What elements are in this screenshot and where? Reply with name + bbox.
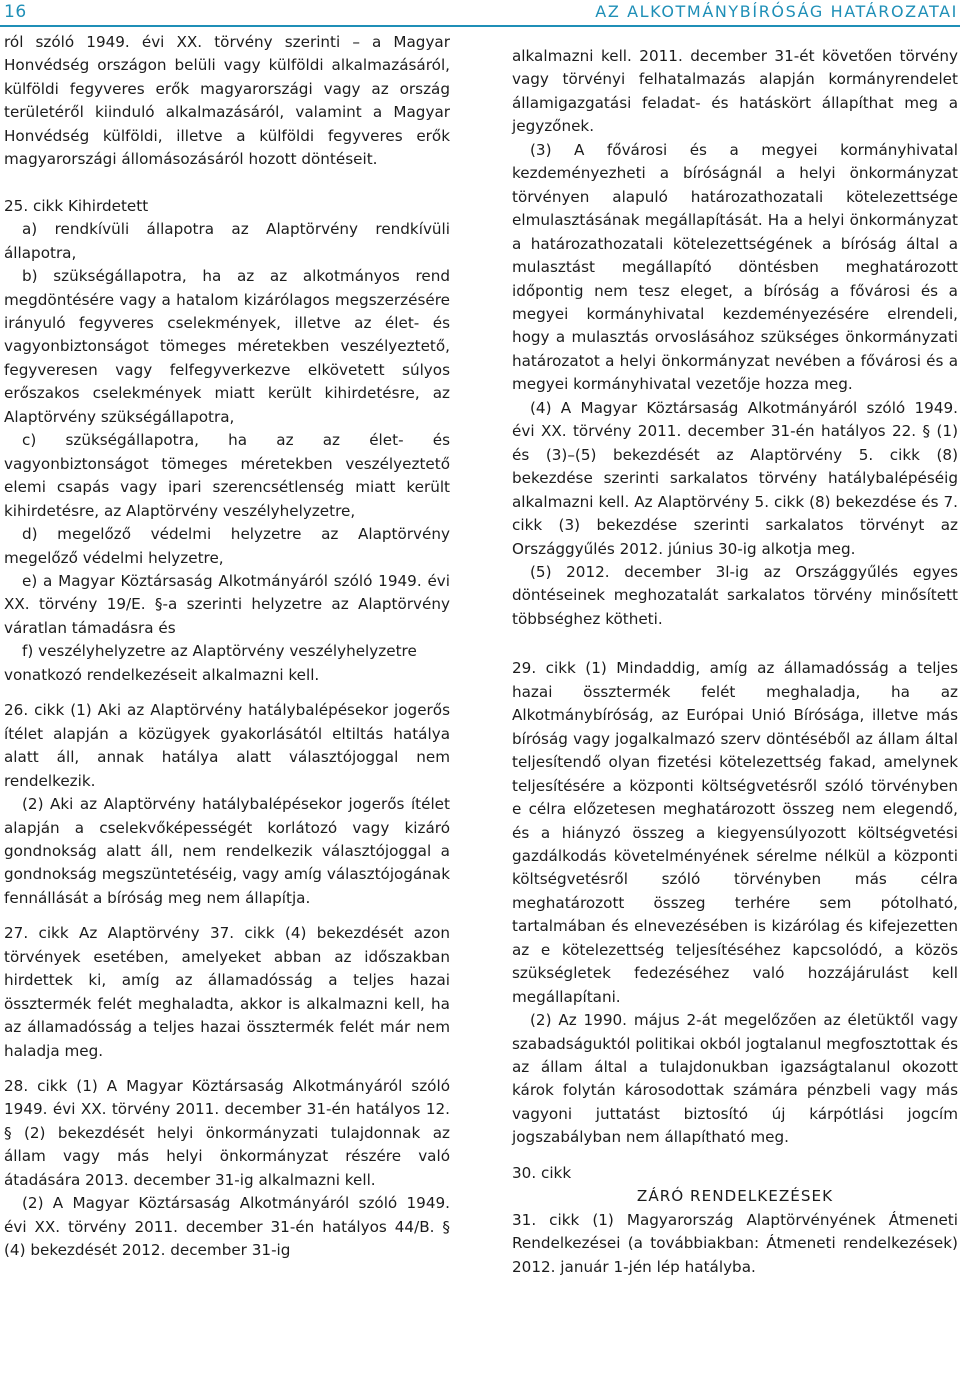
page-number: 16 [4,2,27,22]
paragraph: (2) Aki az Alaptörvény hatálybalépésekor jogerős ítélet alapján a cselekvőképességét korlátozó vagy kizáró gondnokság alatt áll, nem rendelkezik választójoggal a gondnokság megszüntetéséig, vagy amíg választójogának fennállását a bíróság meg nem állapítja. [4,795,450,907]
paragraph: f) veszélyhelyzetre az Alaptörvény veszélyhelyzetre [22,642,417,661]
paragraph: 31. cikk (1) Magyarország Alaptörvényének Átmeneti Rendelkezései (a továbbiakban: Átmeneti rendelkezések) 2012. január 1-jén lép hatályba. [512,1210,958,1276]
paragraph: (3) A fővárosi és a megyei kormányhivatal kezdeményezheti a bíróságnál a helyi önkormányzat törvényen alapuló határozathozatali kötelezettsége elmulasztásának megállapítását. Ha a helyi önkormányzat a határozathozatali kötelezettségének a bíróság által a mulasztást megállapító döntésben meghatározott időpontig nem tesz eleget, a bíróság a fővárosi és a megyei kormányhivatal kezdeményezésére elrendeli, hogy a mulasztás orvoslásához szükséges önkormányzati határozatot a helyi önkormányzat nevében a fővárosi és a megyei kormányhivatal vezetője hozza meg. [512,140,958,394]
paragraph: (2) A Magyar Köztársaság Alkotmányáról szóló 1949. évi XX. törvény 2011. december 31-én hatályos 44/B. § (4) bekezdését 2012. december 31-ig [4,1194,450,1260]
paragraph: e) a Magyar Köztársaság Alkotmányáról szóló 1949. évi XX. törvény 19/E. §-a szerinti helyzetre az Alaptörvény váratlan támadásra és [4,571,450,637]
article-25-heading: 25. cikk Kihirdetett [4,196,149,215]
paragraph: (4) A Magyar Köztársaság Alkotmányáról szóló 1949. évi XX. törvény 2011. december 31-én hatályos 22. § (1) és (3)–(5) bekezdését az Alaptörvény 5. cikk (8) bekezdése szerinti sarkalatos törvény hatálybalépéséig alkalmazni kell. Az Alaptörvény 5. cikk (8) bekezdése és 7. cikk (3) bekezdése szerinti sarkalatos törvényt az Országgyűlés 2012. június 30-ig alkotja meg. [512,398,958,558]
page-header [0,0,960,26]
article-30-heading: 30. cikk [512,1163,572,1182]
paragraph: ról szóló 1949. évi XX. törvény szerinti – a Magyar Honvédség országon belüli vagy külföldi alkalmazásáról, külföldi fegyveres erők magyarországi vagy az ország területéről kiinduló alkalmazásáról, valamint a Magyar Honvédség külföldi, illetve a külföldi fegyveres erők magyarországi állomásozásáról hozott döntéseit. [4,33,450,169]
running-title: AZ ALKOTMÁNYBÍRÓSÁG HATÁROZATAI [595,2,958,21]
paragraph: vonatkozó rendelkezéseit alkalmazni kell. [4,665,320,684]
left-column [4,31,450,1263]
paragraph: 29. cikk (1) Mindaddig, amíg az államadósság a teljes hazai össztermék felét meghaladja, ha az Alkotmánybíróság, az Európai Unió Bírósága, illetve más bíróság vagy jogalkalmazó szerv döntéséből az állam által teljesítendő olyan fizetési kötelezettség fakad, amelynek teljesítésére a központi költségvetésről szóló törvényben e célra előzetesen meghatározott összeg nem elegendő, és a hiányzó összeg a kiegyensúlyozott költségvetési gazdálkodás követelményének sérelme nélkül a központi költségvetésről szóló törvényben más célra meghatározott összeg terhére sem pótolható, tartalmában és elnevezésében is kizárólag és kifejezetten az e kötelezettség teljesítéséhez kapcsolódó, a közös szükségletek fedezéséhez való hozzájárulást kell megállapítani. [512,659,958,1006]
paragraph: 26. cikk (1) Aki az Alaptörvény hatálybalépésekor jogerős ítélet alapján a közügyek gyakorlásától eltiltás hatálya alatt áll, annak hatálya alatt választójoggal nem rendelkezik. [4,701,450,790]
paragraph: alkalmazni kell. 2011. december 31-ét követően törvény vagy törvényi felhatalmazás alapján kormányrendelet államigazgatási feladat- és hatáskört állapíthat meg a jegyzőnek. [512,47,958,136]
paragraph: d) megelőző védelmi helyzetre az Alaptörvény megelőző védelmi helyzetre, [4,525,450,567]
paragraph: (2) Az 1990. május 2-át megelőzően az életüktől vagy szabadságuktól politikai okból jogtalanul megfosztottak és az állam által a tulajdonukban igazságtalanul okozott károk folytán károsodottak számára pénzbeli vagy más vagyoni juttatást biztosító új kárpótlási jogcím jogszabályban nem állapítható meg. [512,1011,958,1147]
paragraph: a) rendkívüli állapotra az Alaptörvény rendkívüli állapotra, [4,220,450,262]
paragraph: c) szükségállapotra, ha az az élet- és vagyonbiztonságot tömeges méretekben veszélyeztető elemi csapás vagy ipari szerencsétlenség miatt került kihirdetésre, az Alaptörvény veszélyhelyzetre, [4,431,450,520]
paragraph: 27. cikk Az Alaptörvény 37. cikk (4) bekezdését azon törvények esetében, amelyeket abban az időszakban hirdettek ki, amíg az államadósság a teljes hazai össztermék felét meghaladta, akkor is alkalmazni kell, ha az államadósság a teljes hazai össztermék felét már nem haladja meg. [4,924,450,1060]
paragraph: b) szükségállapotra, ha az az alkotmányos rend megdöntésére vagy a hatalom kizárólagos megszerzésére irányuló fegyveres cselekmények, illetve az élet- és vagyonbiztonságot tömeges méretekben veszélyeztető, fegyveresen vagy felfegyverkezve elkövetett súlyos erőszakos cselekmények miatt került kihirdetésre, az Alaptörvény szükségállapotra, [4,267,450,426]
paragraph: 28. cikk (1) A Magyar Köztársaság Alkotmányáról szóló 1949. évi XX. törvény 2011. december 31-én hatályos 12. § (2) bekezdését helyi önkormányzati tulajdonnak az állam vagy más helyi önkormányzat részére való átadására 2013. december 31-ig alkalmazni kell. [4,1077,450,1189]
header-rule [0,25,960,27]
right-column [512,45,958,1279]
closing-provisions-title: ZÁRÓ RENDELKEZÉSEK [636,1187,834,1206]
paragraph: (5) 2012. december 3l-ig az Országgyűlés egyes döntéseinek meghozatalát sarkalatos törvény minősített többséghez kötheti. [512,562,958,628]
